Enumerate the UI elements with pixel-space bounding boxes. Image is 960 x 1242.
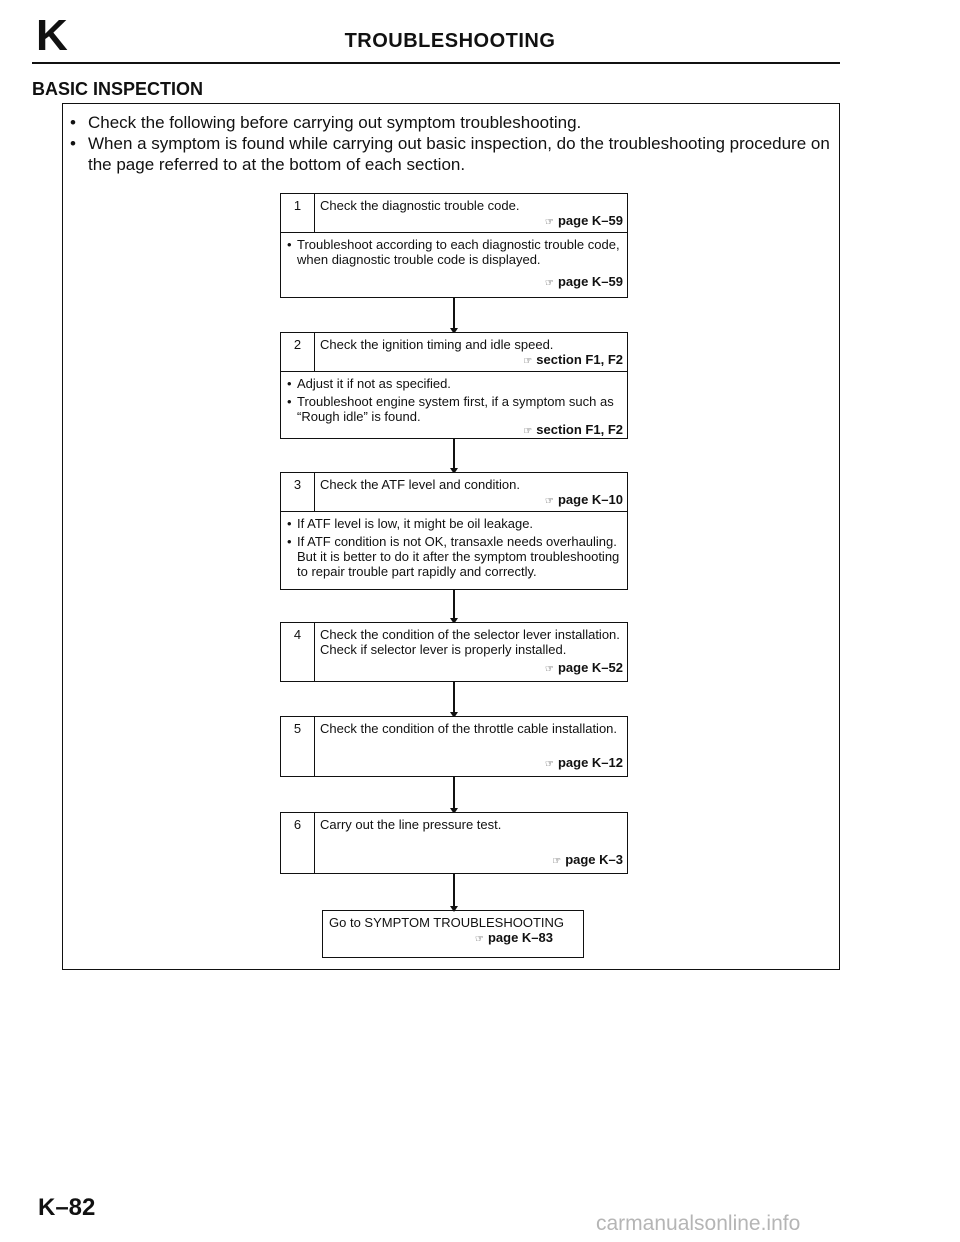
- step-5-row: [281, 717, 627, 776]
- pointing-hand-icon: ☞: [544, 278, 554, 289]
- step-notes: [281, 233, 627, 274]
- step-6-title-cell: [315, 813, 627, 873]
- reference-text: page K–59: [557, 274, 623, 289]
- page-reference: [320, 213, 623, 230]
- flow-arrow: [453, 682, 455, 716]
- reference-text: section F1, F2: [536, 352, 623, 367]
- step-number: 3: [281, 473, 315, 511]
- pointing-hand-icon: ☞: [552, 856, 562, 867]
- step-title: Check the ignition timing and idle speed.: [320, 337, 554, 352]
- final-instruction: Go to SYMPTOM TROUBLESHOOTING: [329, 915, 565, 930]
- step-2-title-cell: [315, 333, 627, 371]
- step-4-row: [281, 623, 627, 681]
- step-number: 2: [281, 333, 315, 371]
- reference-text: section F1, F2: [536, 422, 623, 437]
- page-reference: [320, 492, 623, 509]
- step-3-header: [281, 473, 627, 512]
- symptom-troubleshooting-box: [322, 910, 584, 958]
- step-5-box: [280, 716, 628, 777]
- page-reference: [320, 852, 623, 869]
- step-number: 4: [281, 623, 315, 681]
- step-title: Carry out the line pressure test.: [320, 817, 502, 832]
- step-note: • Troubleshoot engine system first, if a symptom such as “Rough idle” is found.: [287, 394, 623, 424]
- step-number: 6: [281, 813, 315, 873]
- flow-arrow: [453, 439, 455, 472]
- step-note: • Troubleshoot according to each diagnostic trouble code, when diagnostic trouble code is displayed.: [287, 237, 623, 267]
- page-reference: [329, 930, 577, 947]
- step-note: • Adjust it if not as specified.: [287, 376, 623, 391]
- section-heading: BASIC INSPECTION: [32, 79, 204, 99]
- reference-text: page K–59: [557, 213, 623, 228]
- page-title: TROUBLESHOOTING: [344, 30, 556, 52]
- step-4-box: [280, 622, 628, 682]
- step-title: Check the diagnostic trouble code.: [320, 198, 520, 213]
- reference-text: page K–83: [487, 930, 553, 945]
- step-6-row: [281, 813, 627, 873]
- step-note: • If ATF condition is not OK, transaxle needs overhauling. But it is better to do it after the symptom troubleshooting to repair trouble part rapidly and correctly.: [287, 534, 623, 579]
- step-notes: [281, 372, 627, 424]
- header-rule: [32, 62, 840, 64]
- step-2-box: [280, 332, 628, 439]
- intro-list: [70, 112, 834, 175]
- step-3-box: [280, 472, 628, 590]
- pointing-hand-icon: ☞: [544, 664, 554, 675]
- step-1-header: [281, 194, 627, 233]
- reference-text: page K–52: [557, 660, 623, 675]
- page-number: K–82: [38, 1194, 96, 1221]
- page-reference: [320, 755, 623, 772]
- pointing-hand-icon: ☞: [544, 217, 554, 228]
- step-notes: [281, 512, 627, 586]
- section-letter: K: [36, 11, 68, 60]
- step-title: Check the condition of the selector lever installation. Check if selector lever is properly installed.: [320, 627, 620, 657]
- flow-arrow: [453, 777, 455, 812]
- pointing-hand-icon: ☞: [523, 426, 533, 437]
- step-5-title-cell: [315, 717, 627, 776]
- step-3-title-cell: [315, 473, 627, 511]
- intro-item: • Check the following before carrying out symptom troubleshooting.: [70, 112, 834, 133]
- page-reference: [281, 274, 627, 295]
- page-reference: [320, 352, 623, 369]
- step-title: Check the ATF level and condition.: [320, 477, 520, 492]
- step-4-title-cell: [315, 623, 627, 681]
- reference-text: page K–3: [565, 852, 623, 867]
- flow-arrow: [453, 874, 455, 910]
- pointing-hand-icon: ☞: [544, 496, 554, 507]
- step-note: • If ATF level is low, it might be oil leakage.: [287, 516, 623, 531]
- watermark: carmanualsonline.info: [596, 1212, 801, 1235]
- step-6-box: [280, 812, 628, 874]
- step-2-header: [281, 333, 627, 372]
- pointing-hand-icon: ☞: [544, 759, 554, 770]
- flow-arrow: [453, 298, 455, 332]
- intro-item: • When a symptom is found while carrying out basic inspection, do the troubleshooting procedure on the page referred to at the bottom of each section.: [70, 133, 834, 175]
- reference-text: page K–12: [557, 755, 623, 770]
- pointing-hand-icon: ☞: [474, 934, 484, 945]
- step-1-box: [280, 193, 628, 298]
- reference-text: page K–10: [557, 492, 623, 507]
- pointing-hand-icon: ☞: [523, 356, 533, 367]
- flow-arrow: [453, 590, 455, 622]
- step-number: 1: [281, 194, 315, 232]
- page-reference: [320, 660, 623, 677]
- step-1-title-cell: [315, 194, 627, 232]
- step-title: Check the condition of the throttle cable installation.: [320, 721, 618, 736]
- step-number: 5: [281, 717, 315, 776]
